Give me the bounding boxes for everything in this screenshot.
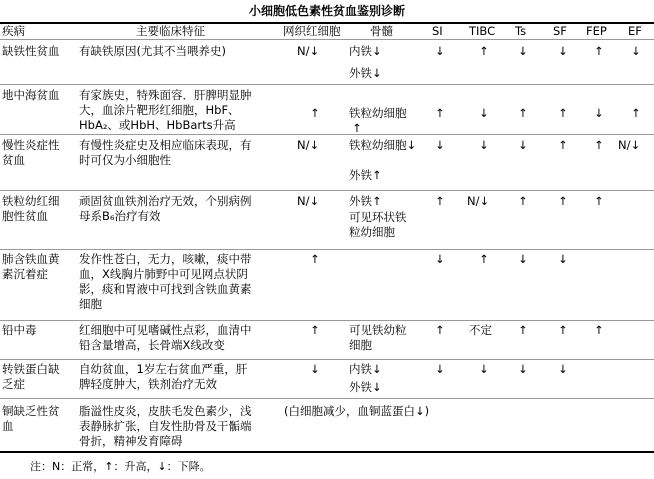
row-8-disease: 铜缺乏性贫 xyxy=(2,404,60,418)
row-3-fep: ↑ xyxy=(594,138,604,152)
row-5-si: ↓ xyxy=(435,252,445,266)
row-5-ts: ↓ xyxy=(518,252,528,266)
row-1-disease: 缺铁性贫血 xyxy=(2,44,60,58)
row-7-feature: 脾轻度肿大，铁剂治疗无效 xyxy=(79,377,217,391)
row-3-ts: ↓ xyxy=(518,138,528,152)
row-5-retic: ↑ xyxy=(310,252,320,266)
row-8-feature: 骨折，精神发育障碍 xyxy=(79,434,183,448)
row-4-marrow: 外铁↑ xyxy=(349,194,382,208)
row-5-feature: 血，X线胸片肺野中可见网点状阴 xyxy=(79,267,248,281)
row-2-tibc: ↓ xyxy=(479,106,489,120)
row-7-sf: ↓ xyxy=(558,362,568,376)
page-title: 小细胞低色素性贫血鉴别诊断 xyxy=(248,4,405,18)
row-2-sf: ↑ xyxy=(558,106,568,120)
row-7-tibc: ↓ xyxy=(479,362,489,376)
row-8-wide-note: (白细胞减少，血铜蓝蛋白↓) xyxy=(284,404,430,418)
row-1-fep: ↑ xyxy=(594,44,604,58)
header-rule xyxy=(0,39,654,40)
row-7-si: ↓ xyxy=(435,362,445,376)
row-7-disease: 乏症 xyxy=(2,377,25,391)
row-rule xyxy=(0,398,654,399)
row-2-marrow: 铁粒幼细胞 xyxy=(349,106,407,120)
row-8-disease: 血 xyxy=(2,419,14,433)
row-6-ts: ↑ xyxy=(518,323,528,337)
row-2-si: ↑ xyxy=(435,106,445,120)
row-rule xyxy=(0,84,654,85)
row-4-sf: ↑ xyxy=(558,194,568,208)
row-4-disease: 铁粒幼红细 xyxy=(2,194,60,208)
row-2-marrow: ↑ xyxy=(352,121,362,135)
row-1-si: ↓ xyxy=(435,44,445,58)
row-3-tibc: ↓ xyxy=(479,138,489,152)
row-4-retic: N/↓ xyxy=(297,194,320,208)
row-rule xyxy=(0,359,654,360)
row-1-marrow: 内铁↓ xyxy=(349,44,382,58)
row-7-disease: 转铁蛋白缺 xyxy=(2,362,60,376)
diagnosis-table xyxy=(0,22,654,453)
row-3-marrow: 铁粒幼细胞↓ xyxy=(349,138,417,152)
row-1-ts: ↓ xyxy=(518,44,528,58)
row-5-feature: 影，痰和胃液中可找到含铁血黄素 xyxy=(79,282,252,296)
header-feature: 主要临床特征 xyxy=(136,24,205,38)
row-3-disease: 贫血 xyxy=(2,153,25,167)
row-2-feature: HbA₂、或HbH、HbBarts升高 xyxy=(79,118,236,132)
row-8-feature: 脂溢性皮炎，皮肤毛发色素少，浅 xyxy=(79,404,252,418)
row-4-feature: 顽固贫血铁剂治疗无效，个别病例 xyxy=(79,194,252,208)
row-6-si: ↑ xyxy=(435,323,445,337)
row-3-ef: N/↓ xyxy=(618,138,641,152)
header-si: SI xyxy=(432,24,443,38)
row-6-retic: ↑ xyxy=(310,323,320,337)
row-5-feature: 细胞 xyxy=(79,297,102,311)
footnote: 注：N：正常，↑：升高，↓：下降。 xyxy=(30,460,211,473)
row-6-sf: ↑ xyxy=(558,323,568,337)
row-3-feature: 有慢性炎症史及相应临床表现，有 xyxy=(79,138,252,152)
row-2-fep: ↓ xyxy=(594,106,604,120)
row-2-feature: 有家族史，特殊面容．肝脾明显肿 xyxy=(79,88,252,102)
row-6-marrow: 可见铁幼粒 xyxy=(349,323,407,337)
row-3-retic: N/↓ xyxy=(297,138,320,152)
row-6-feature: 红细胞中可见嗜碱性点彩，血清中 xyxy=(79,323,252,337)
row-2-disease: 地中海贫血 xyxy=(2,88,60,102)
row-4-ts: ↑ xyxy=(518,194,528,208)
header-ts: Ts xyxy=(515,24,527,38)
row-5-feature: 发作性苍白，无力，咳嗽，痰中带 xyxy=(79,252,252,266)
row-2-retic: ↑ xyxy=(310,106,320,120)
row-1-ef: ↓ xyxy=(631,44,641,58)
row-5-disease: 肺含铁血黄 xyxy=(2,252,60,266)
row-3-feature: 时可仅为小细胞性 xyxy=(79,153,171,167)
row-7-feature: 自幼贫血，1岁左右贫血严重，肝 xyxy=(79,362,248,376)
row-rule xyxy=(0,134,654,135)
header-tibc: TIBC xyxy=(469,24,496,38)
row-6-marrow: 细胞 xyxy=(349,338,372,352)
header-disease: 疾病 xyxy=(2,24,25,38)
row-1-retic: N/↓ xyxy=(297,44,320,58)
row-rule xyxy=(0,190,654,191)
row-3-marrow: 外铁↑ xyxy=(349,168,382,182)
row-3-sf: ↑ xyxy=(558,138,568,152)
row-5-sf: ↓ xyxy=(558,252,568,266)
row-6-tibc: 不定 xyxy=(469,323,492,337)
row-5-disease: 素沉着症 xyxy=(2,267,48,281)
header-marrow: 骨髓 xyxy=(370,24,393,38)
row-2-feature: 大，血涂片靶形红细胞，HbF、 xyxy=(79,103,240,117)
row-3-si: ↓ xyxy=(435,138,445,152)
row-8-feature: 表静脉扩张，自发性肋骨及干骺端 xyxy=(79,419,252,433)
row-2-ts: ↑ xyxy=(518,106,528,120)
row-7-ts: ↓ xyxy=(518,362,528,376)
row-4-disease: 胞性贫血 xyxy=(2,209,48,223)
row-7-marrow: 外铁↓ xyxy=(349,380,382,394)
row-5-tibc: ↑ xyxy=(479,252,489,266)
row-4-tibc: N/↓ xyxy=(467,194,490,208)
row-rule xyxy=(0,320,654,321)
row-6-disease: 铅中毒 xyxy=(2,323,37,337)
header-ef: EF xyxy=(628,24,642,38)
row-1-marrow: 外铁↓ xyxy=(349,66,382,80)
table-bottom-rule xyxy=(0,451,654,453)
row-1-sf: ↓ xyxy=(558,44,568,58)
row-4-fep: ↑ xyxy=(594,194,604,208)
row-3-disease: 慢性炎症性 xyxy=(2,138,60,152)
row-7-marrow: 内铁↓ xyxy=(349,362,382,376)
row-4-marrow: 粒幼细胞 xyxy=(349,225,395,239)
row-6-feature: 铅含量增高，长骨端X线改变 xyxy=(79,338,225,352)
row-rule xyxy=(0,249,654,250)
row-4-feature: 母系B₆治疗有效 xyxy=(79,209,161,223)
header-retic: 网织红细胞 xyxy=(283,24,341,38)
header-sf: SF xyxy=(553,24,567,38)
row-4-marrow: 可见环状铁 xyxy=(349,210,407,224)
row-6-fep: ↑ xyxy=(594,323,604,337)
header-fep: FEP xyxy=(586,24,607,38)
row-4-si: ↑ xyxy=(435,194,445,208)
row-1-feature: 有缺铁原因(尤其不当喂养史) xyxy=(79,44,226,58)
row-7-retic: ↓ xyxy=(310,362,320,376)
row-1-tibc: ↑ xyxy=(479,44,489,58)
row-2-ef: ↑ xyxy=(631,106,641,120)
